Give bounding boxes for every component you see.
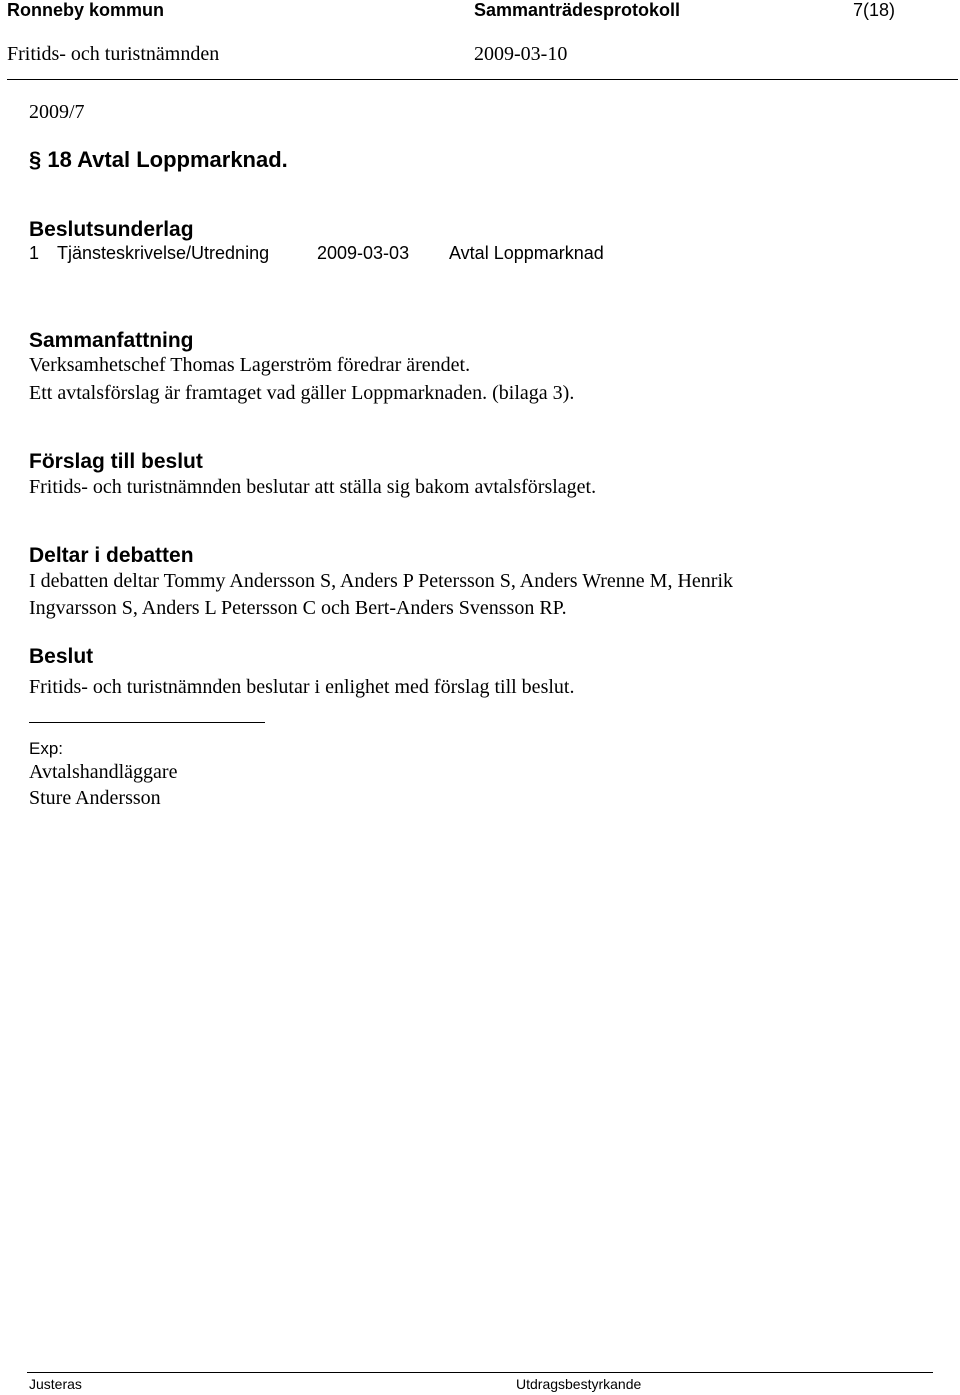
meeting-date: 2009-03-10 <box>474 43 568 65</box>
underlag-item-subject: Avtal Loppmarknad <box>449 243 604 263</box>
debatt-heading: Deltar i debatten <box>29 544 194 567</box>
underlag-item-date: 2009-03-03 <box>317 243 410 263</box>
underlag-item <box>29 243 604 264</box>
underlag-item-title: Tjänsteskrivelse/Utredning <box>57 243 270 263</box>
sammanfattning-heading: Sammanfattning <box>29 329 194 352</box>
debatt-line: Ingvarsson S, Anders L Petersson C och Bert-Anders Svensson RP. <box>29 597 567 619</box>
paragraph-title: § 18 Avtal Loppmarknad. <box>29 147 288 172</box>
debatt-line: I debatten deltar Tommy Andersson S, Anders P Petersson S, Anders Wrenne M, Henrik <box>29 570 734 592</box>
case-number: 2009/7 <box>29 101 85 123</box>
separator-line <box>29 722 265 723</box>
underlag-item-number: 1 <box>29 243 40 263</box>
committee-name: Fritids- och turistnämnden <box>7 43 220 65</box>
beslut-text: Fritids- och turistnämnden beslutar i enlighet med förslag till beslut. <box>29 676 575 698</box>
footer-justeras: Justeras <box>29 1376 82 1392</box>
footer-divider <box>27 1372 933 1373</box>
document-type: Sammanträdesprotokoll <box>474 0 681 20</box>
beslutsunderlag-heading: Beslutsunderlag <box>29 218 194 241</box>
sammanfattning-line: Verksamhetschef Thomas Lagerström föredrar ärendet. <box>29 354 471 376</box>
beslut-heading: Beslut <box>29 645 94 668</box>
exp-label: Exp: <box>29 739 64 758</box>
sammanfattning-line: Ett avtalsförslag är framtaget vad gäller Loppmarknaden. (bilaga 3). <box>29 382 575 404</box>
page-number: 7(18) <box>853 0 896 20</box>
organization-name: Ronneby kommun <box>7 0 165 20</box>
forslag-text: Fritids- och turistnämnden beslutar att ställa sig bakom avtalsförslaget. <box>29 476 597 498</box>
footer-utdragsbestyrkande: Utdragsbestyrkande <box>516 1376 642 1392</box>
header-divider <box>7 79 958 80</box>
exp-recipient: Avtalshandläggare <box>29 761 178 783</box>
exp-recipient: Sture Andersson <box>29 787 161 809</box>
forslag-heading: Förslag till beslut <box>29 450 203 473</box>
